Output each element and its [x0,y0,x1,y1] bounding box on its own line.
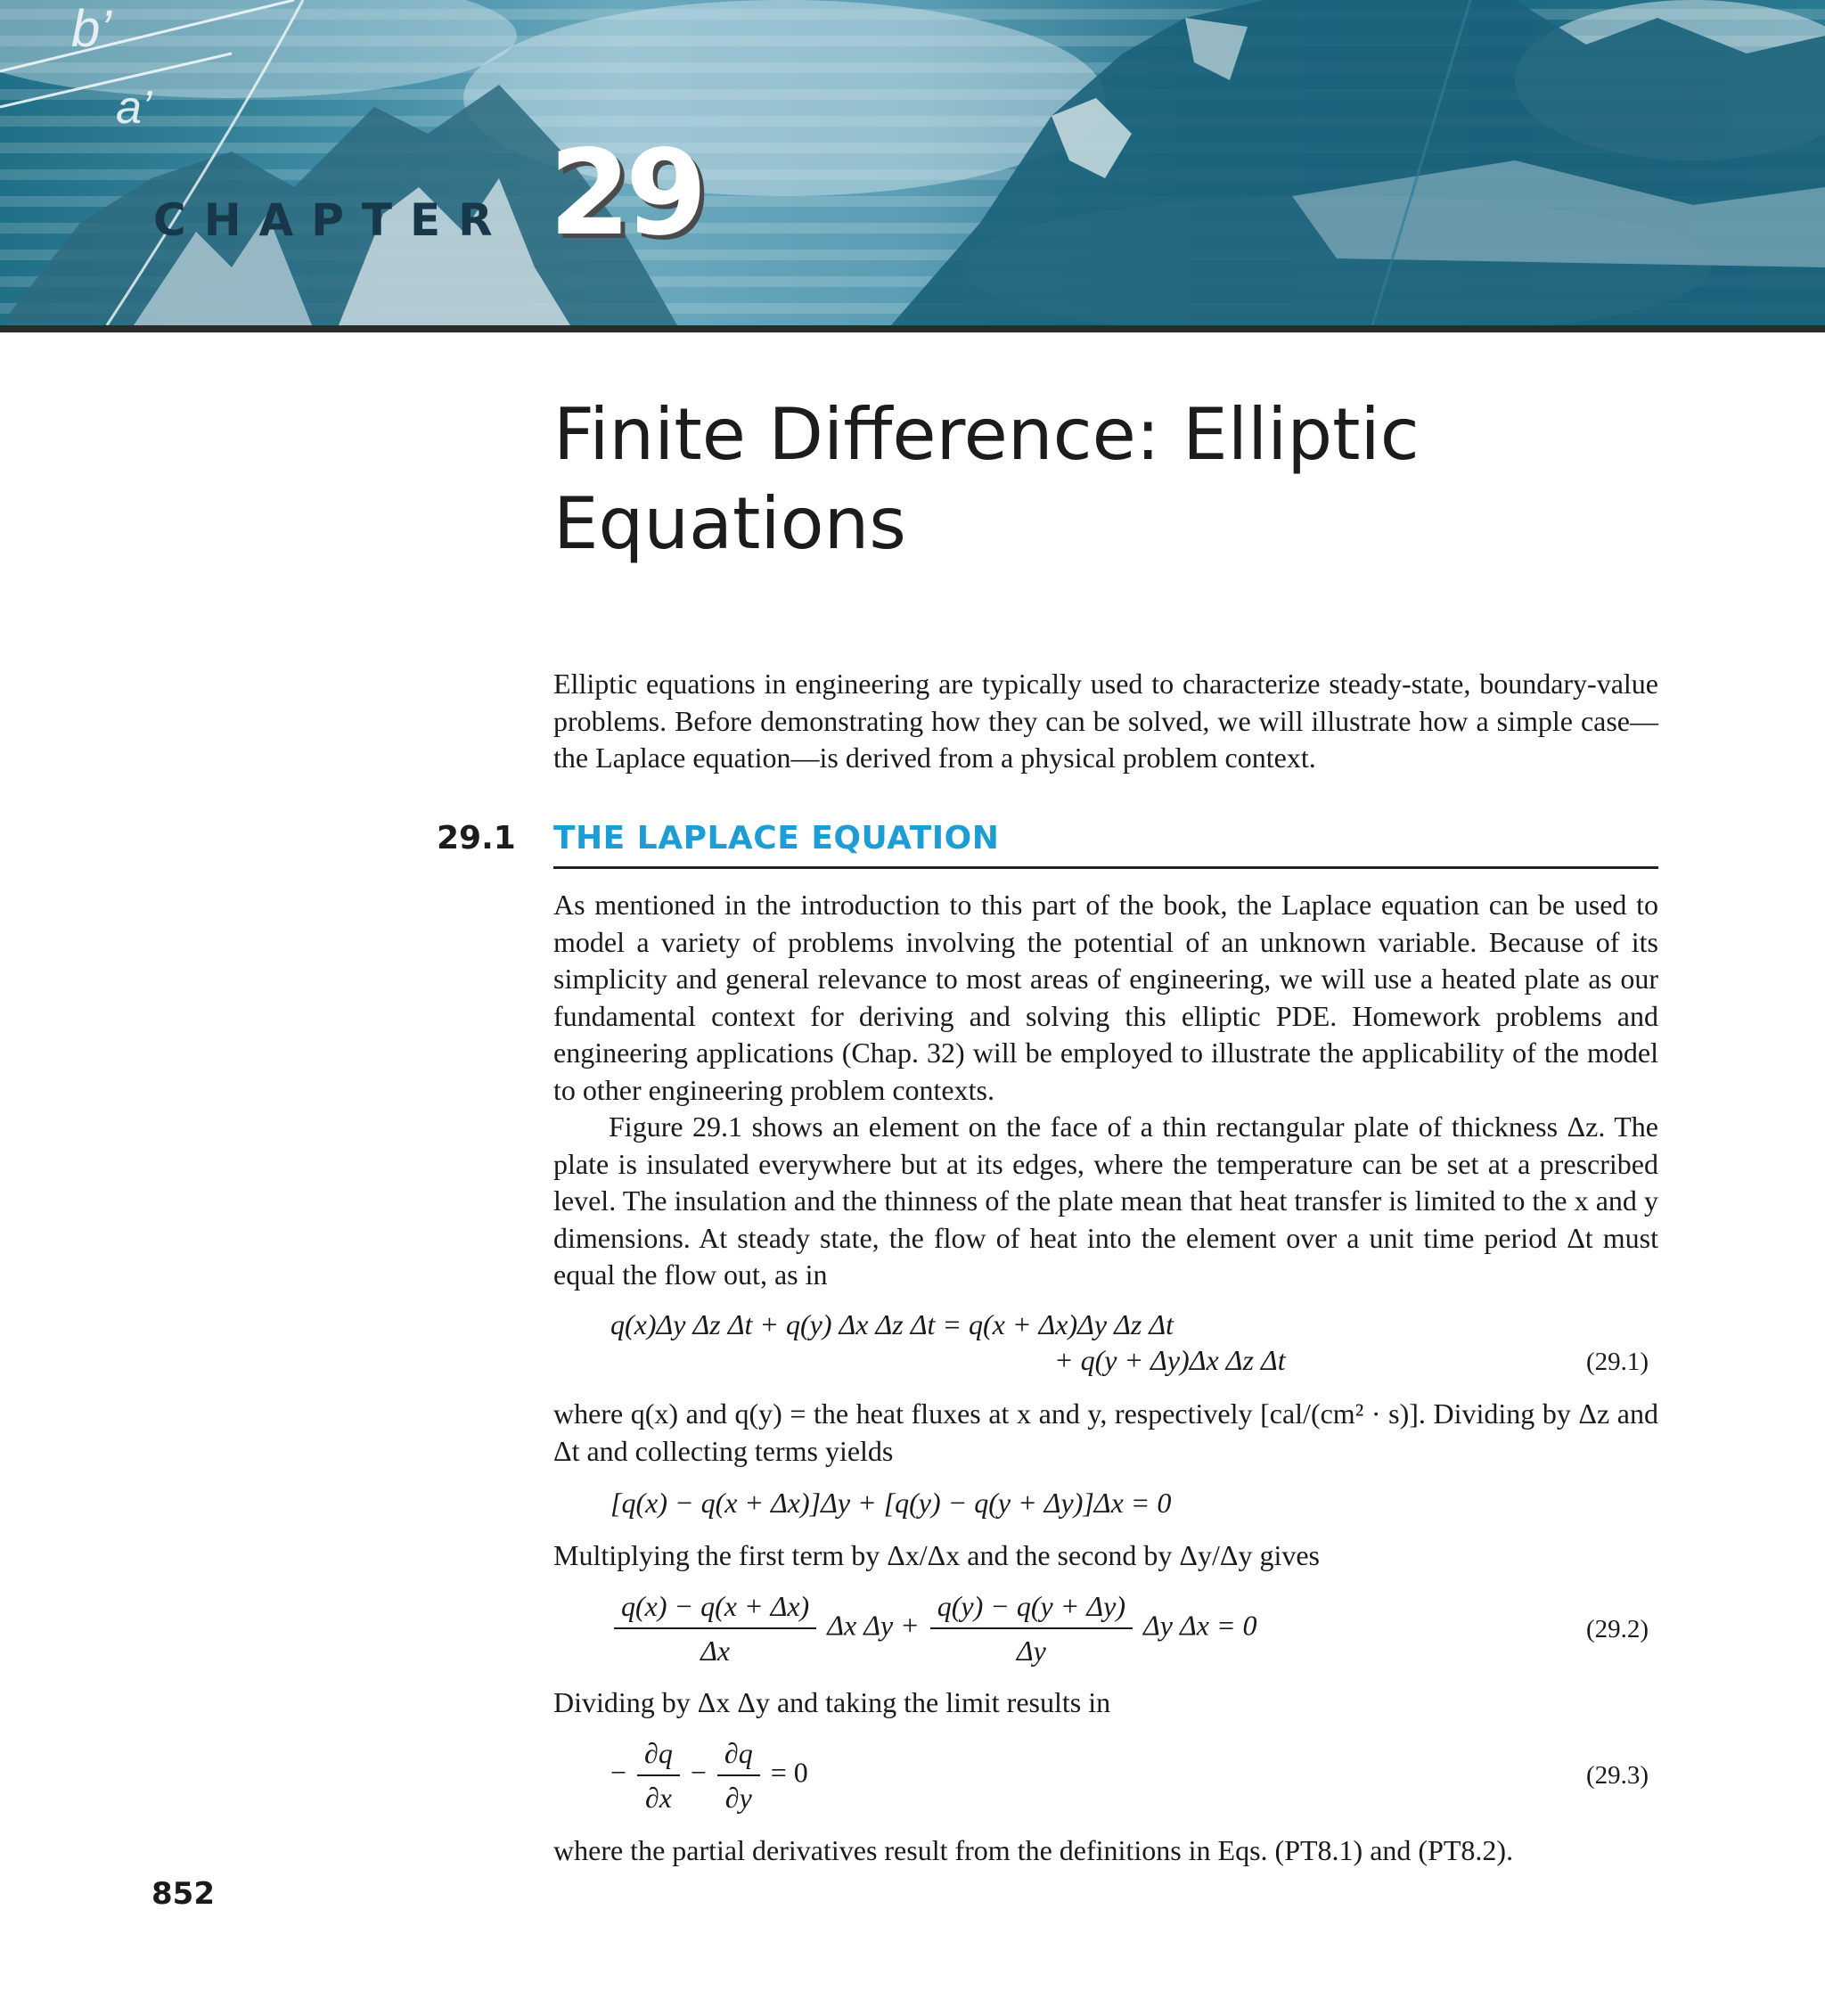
closing-block [553,1832,1658,1870]
partial-q-partial-x: $\frac{\partial q}{\partial x}$ [637,1735,680,1815]
intro-block [553,666,1658,777]
dividing-text: Dividing by Δx Δy and taking the limit results in [553,1686,1111,1718]
section-rule [553,866,1658,869]
after-eq1-text: where q(x) and q(y) = the heat fluxes at x and y, respectively [cal/(cm² · s)]. Dividing by Δz and Δt and collecting terms yields [553,1397,1658,1467]
page-number: 852 [151,1876,215,1912]
equation-29-2: $\frac{q(x) - q(x + \Delta x)}{\Delta x}$ Δx Δy + $\frac{q(y) - q(y + \Delta y)}{\Delta y}$ Δy Δx = 0 [610,1588,1257,1668]
dividing-block [553,1684,1658,1722]
paragraph-1: As mentioned in the introduction to this part of the book, the Laplace equation can be used to model a variety of problems involving the potential of an unknown variable. Because of its simplicity and general relevance to most areas of engineering, we will use a heated plate as our fundamental context for deriving and solving this elliptic PDE. Homework problems and engineering applications (Chap. 32) will be employed to illustrate the applicability of the model to other engineering problem contexts. [553,889,1658,1106]
page-title: Finite Difference: Elliptic Equations [553,393,1420,565]
body-block [553,887,1658,1294]
after-eq1-block [553,1396,1658,1470]
banner-divider [0,325,1825,332]
multiply-text: Multiplying the first term by Δx/Δx and the second by Δy/Δy gives [553,1539,1320,1571]
mountain-banner-art [0,0,1825,325]
equation-number-29-1: (29.1) [1586,1348,1649,1376]
equation-29-3: − $\frac{\partial q}{\partial x}$ − $\frac{\partial q}{\partial y}$ = 0 [610,1737,808,1814]
intro-paragraph: Elliptic equations in engineering are typically used to characterize steady-state, boundary-value problems. Before demonstrating how they can be solved, we will illustrate how a simple case—the Laplace equation—is derived from a physical problem context. [553,668,1658,774]
chapter-number: 29 [549,125,702,262]
section-title: THE LAPLACE EQUATION [553,820,1000,856]
partial-q-partial-y: $\frac{\partial q}{\partial y}$ [717,1735,760,1815]
equation-collected-terms: [q(x) − q(x + Δx)]Δy + [q(y) − q(y + Δy)]Δx = 0 [610,1487,1172,1519]
fraction-x: $\frac{q(x) - q(x + \Delta x)}{\Delta x}$ [614,1588,816,1668]
decor-label-a: a’ [116,82,152,134]
fraction-y: $\frac{q(y) - q(y + \Delta y)}{\Delta y}$ [930,1588,1133,1668]
section-number: 29.1 [437,820,516,856]
section-heading [437,820,1658,872]
decor-label-b: b’ [71,0,112,58]
chapter-label: CHAPTER [153,194,511,246]
equation-29-1-line1: q(x)Δy Δz Δt + q(y) Δx Δz Δt = q(x + Δx)Δy Δz Δt [610,1308,1174,1340]
paragraph-2: Figure 29.1 shows an element on the face of a thin rectangular plate of thickness Δz. The plate is insulated everywhere but at its edges, where the temperature can be set at a prescribed level. The insulation and the thinness of the plate mean that heat transfer is limited to the x and y dimensions. At steady state, the flow of heat into the element over a unit time period Δt must equal the flow out, as in [553,1110,1658,1291]
equation-29-1-line2: + q(y + Δy)Δx Δz Δt [1054,1344,1286,1376]
equation-number-29-2: (29.2) [1586,1615,1649,1643]
closing-text: where the partial derivatives result from the definitions in Eqs. (PT8.1) and (PT8.2). [553,1834,1514,1866]
multiply-block [553,1537,1658,1575]
equation-number-29-3: (29.3) [1586,1761,1649,1790]
chapter-banner [0,0,1825,325]
